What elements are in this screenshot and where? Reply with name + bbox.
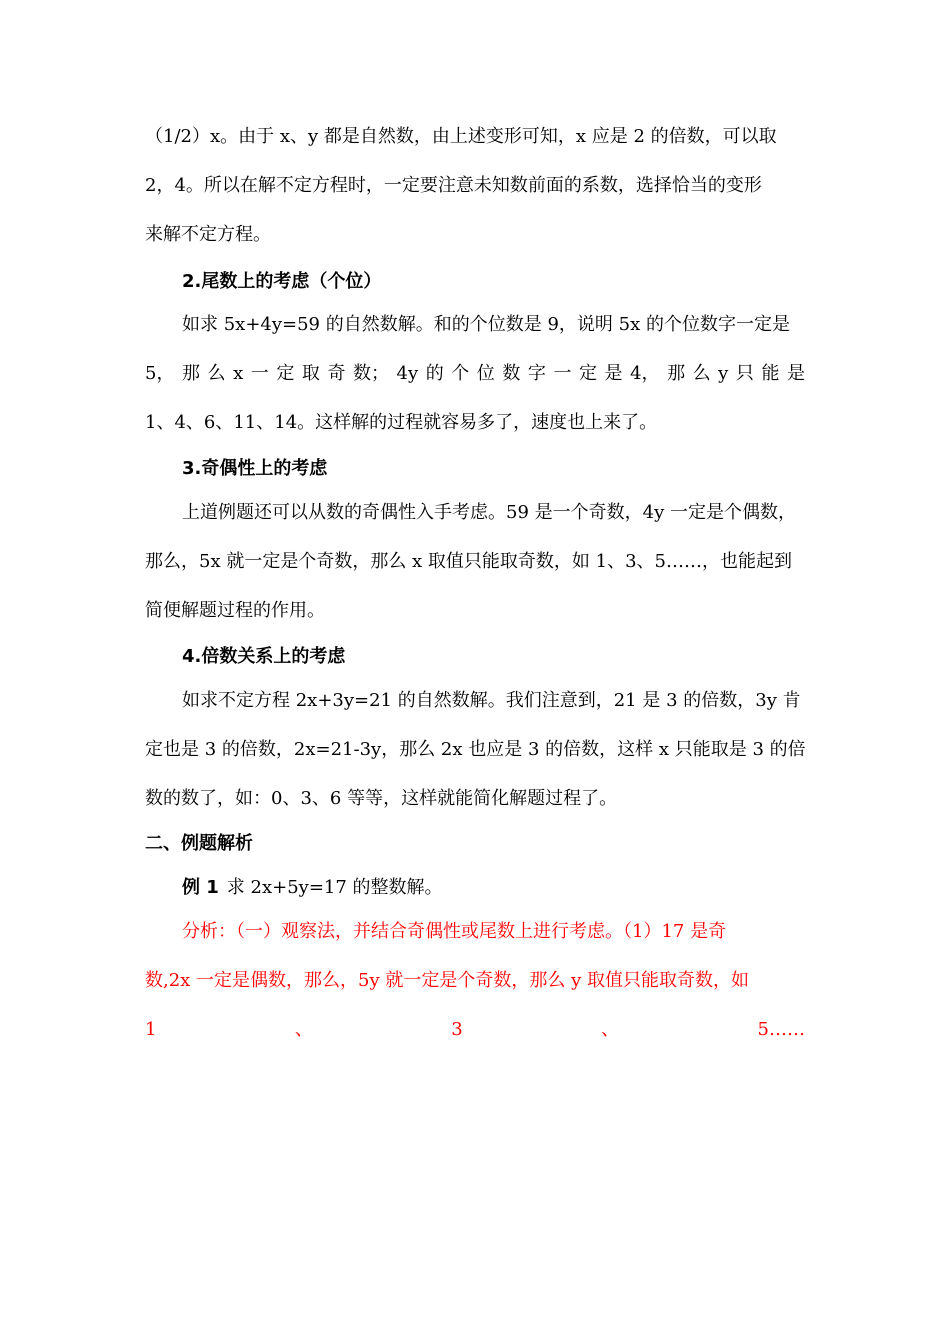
text-token: 4y — [396, 363, 419, 384]
text-token: 么 — [207, 363, 226, 384]
text-token: 定 — [578, 363, 597, 384]
text-token: 数 — [502, 363, 521, 384]
paragraph-line: 如求不定方程 2x+3y=21 的自然数解。我们注意到，21 是 3 的倍数，3y 肯 — [182, 690, 801, 711]
text-token: 1 — [145, 1019, 157, 1040]
paragraph-line: 2，4。所以在解不定方程时，一定要注意未知数前面的系数，选择恰当的变形 — [145, 175, 762, 196]
text-token: 的 — [425, 363, 444, 384]
text-token: 那 — [667, 363, 686, 384]
analysis-line-justified — [145, 1018, 805, 1042]
text-token: 么 — [692, 363, 711, 384]
text-token: 能 — [761, 363, 780, 384]
analysis-line: 分析：（一）观察法，并结合奇偶性或尾数上进行考虑。（1）17 是奇 — [182, 921, 727, 942]
text-token: 字 — [527, 363, 546, 384]
section-heading-3: 3.奇偶性上的考虑 — [182, 458, 328, 479]
text-token: 个 — [451, 363, 470, 384]
text-token: 只 — [735, 363, 754, 384]
paragraph-line: 定也是 3 的倍数，2x=21-3y，那么 2x 也应是 3 的倍数，这样 x 只能取是 3 的倍 — [145, 739, 806, 760]
section-heading-2: 2.尾数上的考虑（个位） — [182, 271, 382, 292]
text-token: y — [718, 363, 729, 384]
text-token: 是 — [604, 363, 623, 384]
text-token: 数； — [352, 363, 389, 384]
text-token: 5， — [145, 363, 175, 384]
text-token: x — [233, 363, 244, 384]
paragraph-line: 1、4、6、11、14。这样解的过程就容易多了，速度也上来了。 — [145, 412, 658, 433]
text-token: 位 — [476, 363, 495, 384]
text-token: 一 — [250, 363, 269, 384]
paragraph-line: 数的数了，如：0、3、6 等等，这样就能简化解题过程了。 — [145, 788, 618, 809]
text-token: 那 — [182, 363, 200, 384]
paragraph-line: 如求 5x+4y=59 的自然数解。和的个位数是 9，说明 5x 的个位数字一定是 — [182, 314, 790, 335]
text-token: 一 — [553, 363, 572, 384]
paragraph-line: （1/2）x。由于 x、y 都是自然数，由上述变形可知，x 应是 2 的倍数，可以取 — [145, 126, 777, 147]
text-token: 、 — [601, 1019, 620, 1040]
section-title: 二、例题解析 — [145, 833, 253, 854]
text-token: 定 — [276, 363, 295, 384]
analysis-line: 数,2x 一定是偶数，那么，5y 就一定是个奇数，那么 y 取值只能取奇数，如 — [145, 970, 749, 991]
text-token: 5…… — [757, 1019, 805, 1040]
paragraph-line-justified — [145, 362, 805, 386]
example-label: 例 1 — [182, 877, 219, 898]
paragraph-line: 上道例题还可以从数的奇偶性入手考虑。59 是一个奇数，4y 一定是个偶数， — [182, 502, 796, 523]
text-token: 4， — [630, 363, 660, 384]
text-token: 、 — [294, 1019, 313, 1040]
example-line — [182, 876, 805, 900]
section-heading-4: 4.倍数关系上的考虑 — [182, 646, 346, 667]
text-token: 奇 — [327, 363, 346, 384]
example-text: 求 2x+5y=17 的整数解。 — [226, 877, 443, 898]
text-token: 取 — [301, 363, 320, 384]
text-token: 是 — [786, 363, 805, 384]
paragraph-line: 那么，5x 就一定是个奇数，那么 x 取值只能取奇数，如 1、3、5……，也能起到 — [145, 551, 792, 572]
paragraph-line: 来解不定方程。 — [145, 224, 271, 245]
paragraph-line: 简便解题过程的作用。 — [145, 600, 325, 621]
text-token: 3 — [451, 1019, 463, 1040]
